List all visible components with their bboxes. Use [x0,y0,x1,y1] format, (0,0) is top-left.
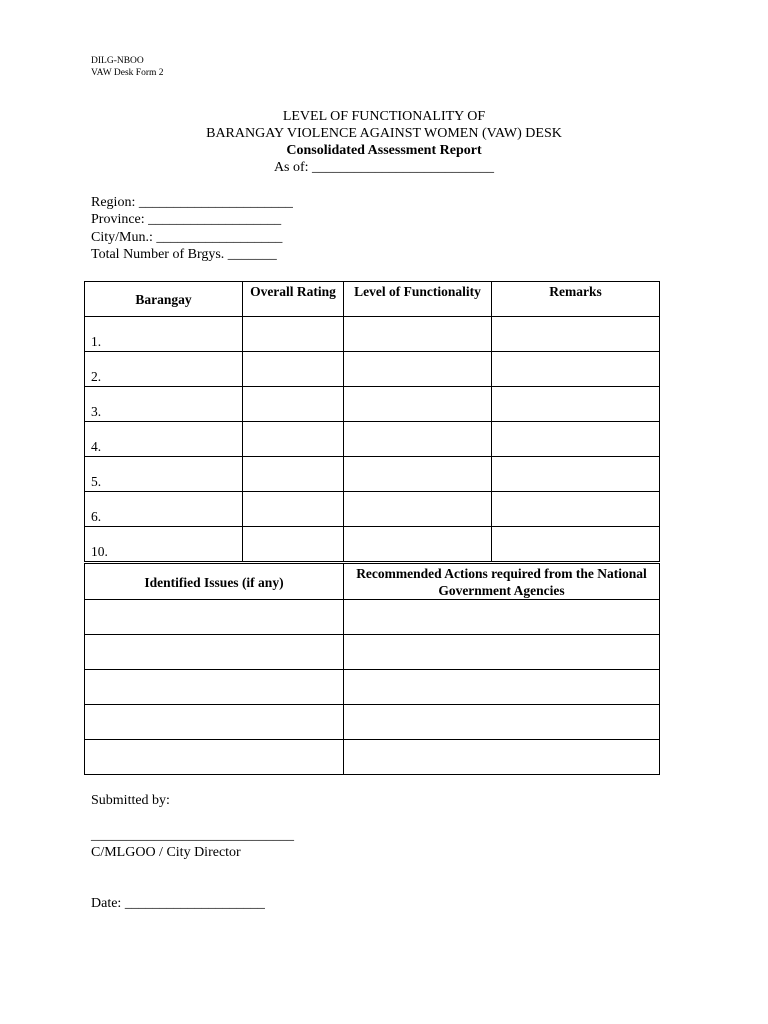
row-number: 10. [85,527,243,562]
agency-code: DILG-NBOO [91,56,144,66]
signature-line: _____________________________ [91,828,294,843]
table-row [85,422,660,457]
table-row [85,387,660,422]
row-number: 2. [85,352,243,387]
overall-rating-cell[interactable] [243,527,344,562]
level-cell[interactable] [344,527,492,562]
level-cell[interactable] [344,457,492,492]
table-row [85,670,660,705]
recommended-action-cell[interactable] [344,705,660,740]
overall-rating-cell[interactable] [243,317,344,352]
form-code: VAW Desk Form 2 [91,68,164,78]
barangay-assessment-table [84,281,660,562]
level-cell[interactable] [344,492,492,527]
table-row [85,705,660,740]
remarks-cell[interactable] [492,317,660,352]
region-field: Region: ______________________ [91,195,293,210]
row-number: 4. [85,422,243,457]
level-cell[interactable] [344,387,492,422]
col-header-level-of-functionality: Level of Functionality [344,282,492,317]
date-field: Date: ____________________ [91,896,265,911]
col-header-barangay: Barangay [85,282,243,317]
remarks-cell[interactable] [492,352,660,387]
total-brgys-field: Total Number of Brgys. _______ [91,247,277,262]
issue-cell[interactable] [85,670,344,705]
table-row [85,527,660,562]
overall-rating-cell[interactable] [243,492,344,527]
recommended-action-cell[interactable] [344,635,660,670]
city-mun-field: City/Mun.: __________________ [91,230,283,245]
remarks-cell[interactable] [492,492,660,527]
table-row [85,352,660,387]
issue-cell[interactable] [85,600,344,635]
title-line-1: LEVEL OF FUNCTIONALITY OF [282,109,486,124]
col-header-recommended-actions: Recommended Actions required from the National Government Agencies [344,564,660,600]
table-row [85,635,660,670]
table-header-row [85,282,660,317]
table-header-row [85,564,660,600]
issues-actions-table [84,563,660,775]
recommended-action-cell[interactable] [344,600,660,635]
province-field: Province: ___________________ [91,212,282,227]
col-header-remarks: Remarks [492,282,660,317]
level-cell[interactable] [344,422,492,457]
overall-rating-cell[interactable] [243,387,344,422]
table-row [85,492,660,527]
level-cell[interactable] [344,352,492,387]
overall-rating-cell[interactable] [243,352,344,387]
table-row [85,457,660,492]
overall-rating-cell[interactable] [243,422,344,457]
remarks-cell[interactable] [492,387,660,422]
row-number: 1. [85,317,243,352]
issues-table-body [85,600,660,775]
col-header-identified-issues: Identified Issues (if any) [85,564,344,600]
as-of-field: As of: __________________________ [273,160,495,175]
remarks-cell[interactable] [492,422,660,457]
col-header-overall-rating: Overall Rating [243,282,344,317]
remarks-cell[interactable] [492,457,660,492]
issue-cell[interactable] [85,705,344,740]
overall-rating-cell[interactable] [243,457,344,492]
signer-title: C/MLGOO / City Director [91,845,241,860]
row-number: 6. [85,492,243,527]
recommended-action-cell[interactable] [344,670,660,705]
table-row [85,740,660,775]
submitted-by-label: Submitted by: [91,793,170,808]
table-row [85,317,660,352]
issue-cell[interactable] [85,740,344,775]
issue-cell[interactable] [85,635,344,670]
table-row [85,600,660,635]
barangay-table-body [85,317,660,562]
row-number: 3. [85,387,243,422]
title-line-2: BARANGAY VIOLENCE AGAINST WOMEN (VAW) DESK [206,126,562,141]
remarks-cell[interactable] [492,527,660,562]
report-subtitle: Consolidated Assessment Report [286,143,482,158]
recommended-action-cell[interactable] [344,740,660,775]
level-cell[interactable] [344,317,492,352]
row-number: 5. [85,457,243,492]
